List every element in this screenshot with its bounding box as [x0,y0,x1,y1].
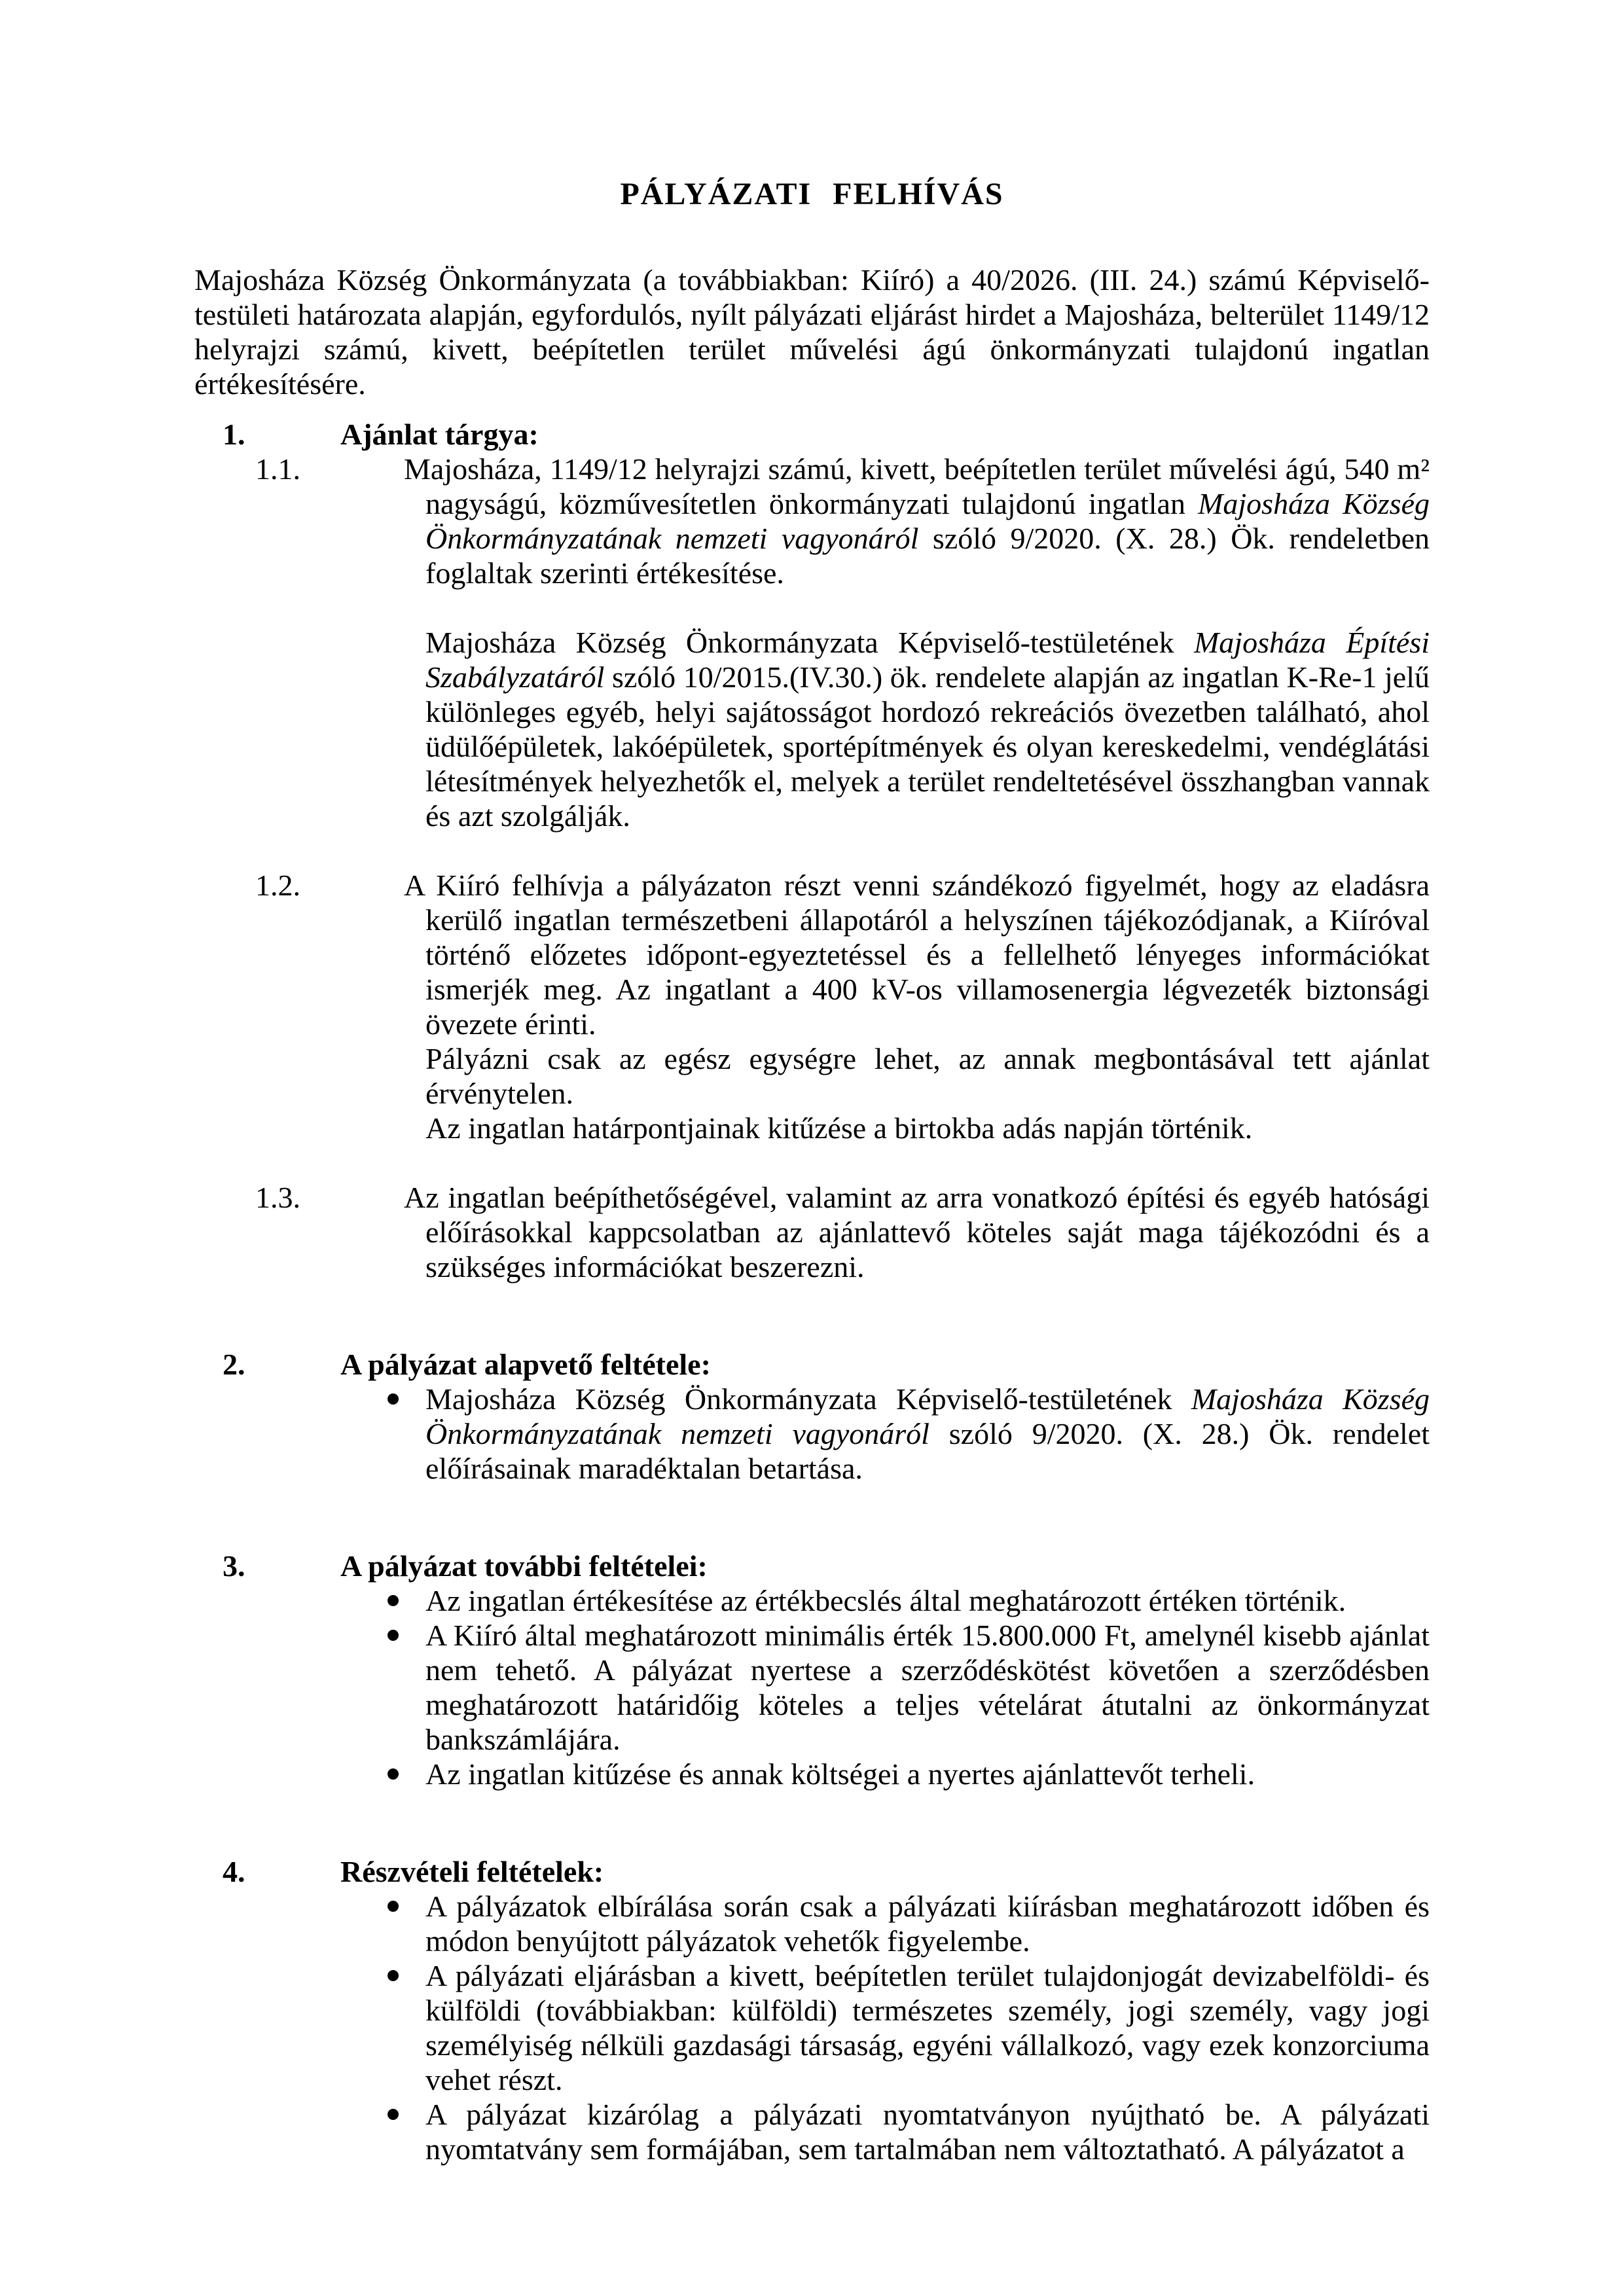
bullet-icon [388,1901,399,1912]
bullet-text: A Kiíró által meghatározott minimális érték 15.800.000 Ft, amelynél kisebb ajánlat nem tehető. A pályázat nyertese a szerződéskötést követően a szerződésben meghatározott határidőig köteles a teljes vételárat átutalni az önkormányzat bankszámlájára. [425,1619,1430,1756]
bullet-item [194,2097,1430,2166]
bullet-item [194,1382,1430,1486]
bullet-icon [388,2109,399,2120]
section-1-heading [194,417,1430,452]
bullet-text: Majosháza Község Önkormányzata Képviselő-testületének Majosháza Község Önkormányzatának nemzeti vagyonáról szóló 9/2020. (X. 28.) Ök. rendelet előírásainak maradéktalan betartása. [425,1382,1430,1485]
item-1-3 [194,1180,1430,1284]
section-heading-text: Ajánlat tárgya: [340,418,539,451]
bullet-text: A pályázat kizárólag a pályázati nyomtatványon nyújtható be. A pályázati nyomtatvány sem formájában, sem tartalmában nem változtatható. A pályázatot a [425,2098,1430,2166]
bullet-item [194,1618,1430,1757]
item-text: Az ingatlan beépíthetőségével, valamint az arra vonatkozó építési és egyéb hatósági előírásokkal kappcsolatban az ajánlattevő köteles saját maga tájékozódni és a szükséges információkat beszerezni. [404,1181,1430,1283]
item-text: A Kiíró felhívja a pályázaton részt venni szándékozó figyelmét, hogy az eladásra kerülő ingatlan természetbeni állapotáról a helyszínen tájékozódjanak, a Kiíróval történő előzetes időpont-egyeztetéssel és a fellelhető lényeges információkat ismerjék meg. Az ingatlant a 400 kV-os villamosenergia légvezeték biztonsági övezete érinti. [404,869,1430,1041]
section-number: 3. [223,1549,245,1583]
bullet-item [194,1583,1430,1618]
item-number: 1.3. [255,1181,300,1214]
document-title: PÁLYÁZATI FELHÍVÁS [620,177,1004,211]
paragraph-zoning: Majosháza Község Önkormányzata Képviselő-testületének Majosháza Építési Szabályzatáról szóló 10/2015.(IV.30.) ök. rendelete alapján az ingatlan K-Re-1 jelű különleges egyéb, helyi sajátosságot hordozó rekreációs övezetben található, ahol üdülőépületek, lakóépületek, sportépítmények és olyan kereskedelmi, vendéglátási létesítmények helyezhetők el, melyek a terület rendeltetésével összhangban vannak és azt szolgálják. [425,626,1430,833]
bullet-icon [388,1768,399,1780]
section-number: 1. [223,418,245,451]
bullet-icon [388,1595,399,1606]
section-heading-text: Részvételi feltételek: [340,1855,604,1888]
section-2-heading [194,1347,1430,1382]
bullet-icon [388,1393,399,1405]
section-3-heading [194,1549,1430,1583]
bullet-item [194,1958,1430,2097]
paragraph-palyazni: Pályázni csak az egész egységre lehet, az annak megbontásával tett ajánlat érvénytelen. [425,1042,1430,1110]
bullet-text: A pályázati eljárásban a kivett, beépítetlen terület tulajdonjogát devizabelföldi- és külföldi (továbbiakban: külföldi) természetes személy, jogi személy, vagy jogi személyiség nélküli gazdasági társaság, egyéni vállalkozó, vagy ezek konzorciuma vehet részt. [425,1959,1430,2096]
bullet-icon [388,1630,399,1641]
item-number: 1.2. [255,869,300,902]
section-number: 4. [223,1855,245,1888]
item-number: 1.1. [255,452,300,486]
section-heading-text: A pályázat további feltételei: [340,1549,708,1583]
item-1-1 [194,452,1430,590]
paragraph-hatarpont: Az ingatlan határpontjainak kitűzése a birtokba adás napján történik. [425,1111,1253,1145]
bullet-text: Az ingatlan értékesítése az értékbecslés által meghatározott értéken történik. [425,1584,1346,1617]
section-4-heading [194,1854,1430,1889]
section-number: 2. [223,1348,245,1381]
bullet-item [194,1889,1430,1958]
section-heading-text: A pályázat alapvető feltétele: [340,1348,711,1381]
item-text: Majosháza, 1149/12 helyrajzi számú, kivett, beépítetlen terület művelési ágú, 540 m² nagyságú, közművesítetlen önkormányzati tulajdonú ingatlan Majosháza Község Önkormányzatának nemzeti vagyonáról szóló 9/2020. (X. 28.) Ök. rendeletben foglaltak szerinti értékesítése. [404,452,1430,590]
bullet-text: A pályázatok elbírálása során csak a pályázati kiírásban meghatározott időben és módon benyújtott pályázatok vehetők figyelembe. [425,1890,1430,1958]
bullet-item [194,1757,1430,1791]
bullet-icon [388,1970,399,1981]
intro-paragraph: Majosháza Község Önkormányzata (a továbbiakban: Kiíró) a 40/2026. (III. 24.) számú Képviselő-testületi határozata alapján, egyfordulós, nyílt pályázati eljárást hirdet a Majosháza, belterület 1149/12 helyrajzi számú, kivett, beépítetlen terület művelési ágú önkormányzati tulajdonú ingatlan értékesítésére. [194,263,1430,401]
bullet-text: Az ingatlan kitűzése és annak költségei a nyertes ajánlattevőt terheli. [425,1757,1255,1791]
item-1-2 [194,868,1430,1041]
